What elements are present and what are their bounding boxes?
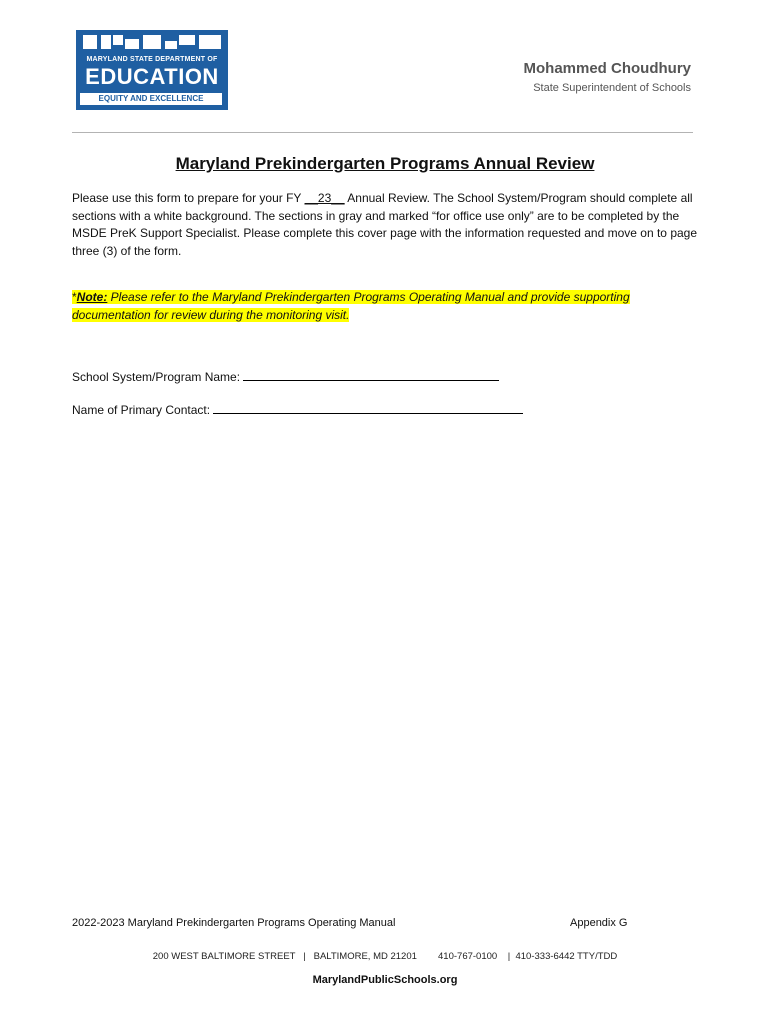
note-prefix: * [72, 290, 77, 304]
maryland-flag-graphic [83, 35, 221, 49]
fy-field[interactable]: __23__ [304, 191, 345, 205]
footer-website[interactable]: MarylandPublicSchools.org [312, 974, 458, 986]
intro-paragraph [72, 190, 702, 260]
logo-department: MARYLAND STATE DEPARTMENT OF [86, 56, 218, 63]
note-label: Note: [76, 290, 108, 304]
header-divider [72, 132, 693, 133]
program-name-label: School System/Program Name: [72, 370, 244, 384]
primary-contact-label: Name of Primary Contact: [72, 403, 214, 417]
intro-text-end: Annual Review. The School System/Program should complete all sections with a white background. The sections in gray and marked “for office use only” are to be completed by the MSDE PreK Support Specialist. Please complete this cover page with the information requested and move on to page three (3) of the form. [72, 191, 698, 258]
program-name-row [72, 368, 499, 384]
note-paragraph [72, 289, 702, 324]
footer-manual: 2022-2023 Maryland Prekindergarten Programs Operating Manual [72, 917, 396, 929]
primary-contact-row [72, 401, 523, 417]
superintendent-name: Mohammed Choudhury [523, 60, 691, 77]
logo-education: EDUCATION [85, 64, 219, 89]
logo-tagline: EQUITY AND EXCELLENCE [80, 93, 222, 105]
program-name-input[interactable] [243, 368, 499, 381]
primary-contact-input[interactable] [213, 401, 523, 414]
note-text: Please refer to the Maryland Prekindergarten Programs Operating Manual and provide supporting documentation for review during the monitoring visit. [72, 290, 630, 322]
footer-address: 200 WEST BALTIMORE STREET | BALTIMORE, MD 21201 410-767-0100 | 410-333-6442 TTY/TDD [152, 951, 618, 962]
msde-logo [76, 30, 228, 110]
superintendent-title: State Superintendent of Schools [533, 82, 691, 94]
footer-appendix: Appendix G [570, 917, 628, 929]
intro-text-start: Please use this form to prepare for your FY [72, 191, 305, 205]
page-title: Maryland Prekindergarten Programs Annual Review [175, 154, 595, 173]
